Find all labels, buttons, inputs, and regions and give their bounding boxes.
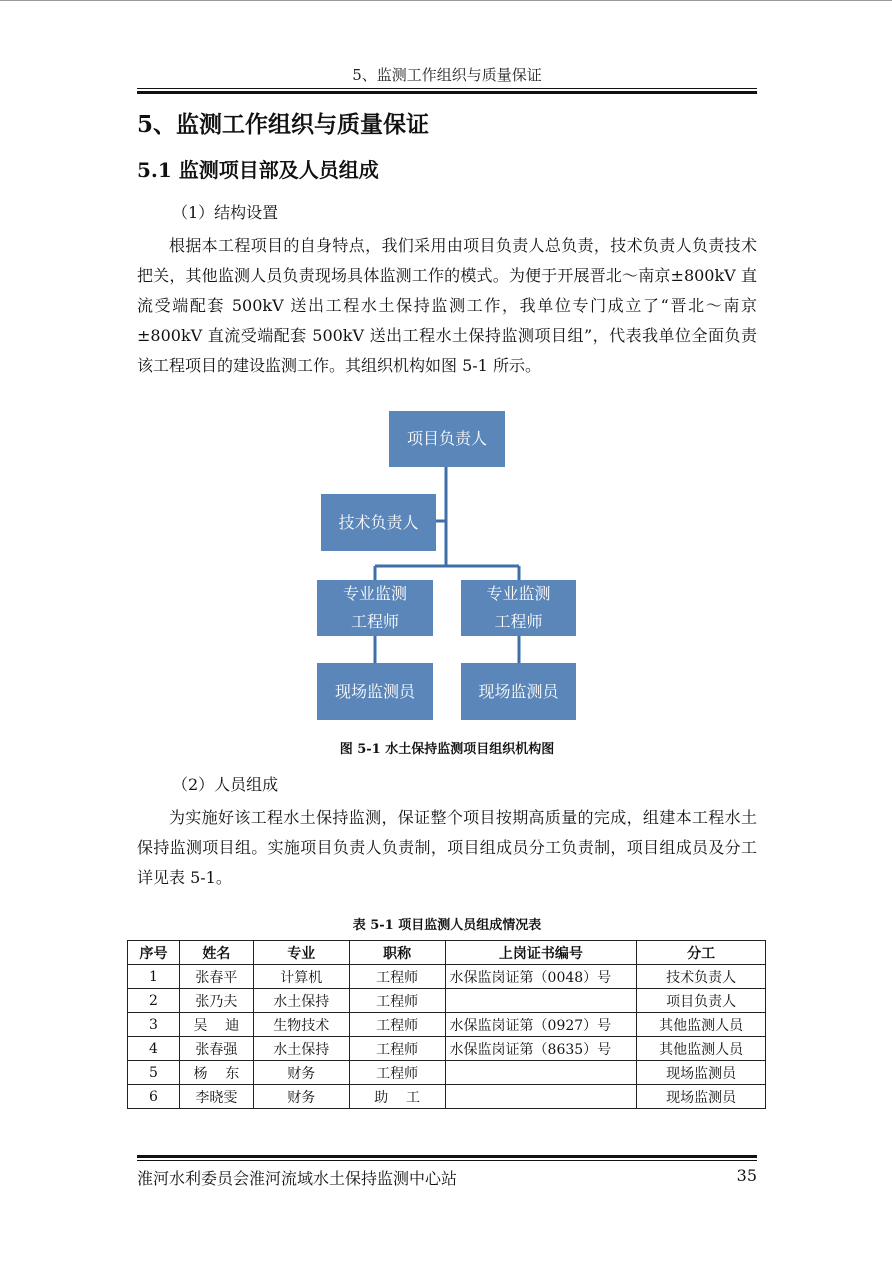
- page-number: 35: [736, 1166, 757, 1185]
- cell-title: 工程师: [349, 989, 445, 1013]
- footer-organization: 淮河水利委员会淮河流域水土保持监测中心站: [137, 1169, 458, 1188]
- running-header: 5、监测工作组织与质量保证: [352, 66, 542, 84]
- table-row: [128, 1013, 766, 1037]
- cell-index: 3: [128, 1013, 180, 1037]
- table-row: [128, 965, 766, 989]
- cell-major: 财务: [253, 1061, 349, 1085]
- org-box-tech-leader: [321, 494, 436, 551]
- cell-index: 5: [128, 1061, 180, 1085]
- cell-role: 技术负责人: [637, 965, 766, 989]
- cell-title: 工程师: [349, 1013, 445, 1037]
- cell-name: 张乃夫: [179, 989, 253, 1013]
- cell-title: 工程师: [349, 965, 445, 989]
- cell-major: 水土保持: [253, 1037, 349, 1061]
- org-box-monitor-left-label: 现场监测员: [334, 681, 415, 701]
- cell-certificate: [445, 1085, 637, 1109]
- header-name: 姓名: [179, 941, 253, 965]
- footer-rule-thin: [137, 1160, 757, 1161]
- cell-name: 李晓雯: [179, 1085, 253, 1109]
- org-box-engineer-right: [461, 580, 576, 636]
- cell-name: 张春强: [179, 1037, 253, 1061]
- table-header-row: [128, 941, 766, 965]
- cell-role: 其他监测人员: [637, 1037, 766, 1061]
- table-row: [128, 1061, 766, 1085]
- header-role: 分工: [637, 941, 766, 965]
- item2-label: （2）人员组成: [172, 775, 279, 794]
- table-row: [128, 989, 766, 1013]
- paragraph-personnel: 为实施好该工程水土保持监测，保证整个项目按期高质量的完成，组建本工程水土保持监测项目组。实施项目负责人负责制，项目组成员分工负责制，项目组成员及分工详见表 5-1。: [137, 808, 757, 887]
- org-box-monitor-right: [461, 663, 576, 720]
- org-box-tech-leader-label: 技术负责人: [338, 512, 419, 532]
- table-row: [128, 1085, 766, 1109]
- org-box-monitor-left: [317, 663, 433, 720]
- cell-index: 2: [128, 989, 180, 1013]
- org-box-engineer-right-line1: 专业监测: [486, 584, 551, 603]
- cell-certificate: [445, 989, 637, 1013]
- cell-name: 张春平: [179, 965, 253, 989]
- org-box-engineer-left-line1: 专业监测: [342, 584, 407, 603]
- org-box-monitor-right-label: 现场监测员: [478, 681, 559, 701]
- cell-role: 项目负责人: [637, 989, 766, 1013]
- section-title: 5、监测工作组织与质量保证: [137, 111, 430, 138]
- subsection-title: 5.1 监测项目部及人员组成: [137, 158, 379, 182]
- header-title: 职称: [349, 941, 445, 965]
- header-certificate: 上岗证书编号: [445, 941, 637, 965]
- figure-caption: 图 5-1 水土保持监测项目组织机构图: [339, 742, 555, 757]
- cell-major: 财务: [253, 1085, 349, 1109]
- org-box-project-leader-label: 项目负责人: [406, 429, 487, 448]
- org-box-engineer-right-line2: 工程师: [494, 612, 543, 631]
- org-box-engineer-left: [317, 580, 433, 636]
- cell-name: 杨 东: [179, 1061, 253, 1085]
- cell-major: 计算机: [253, 965, 349, 989]
- table-row: [128, 1037, 766, 1061]
- org-box-engineer-left-line2: 工程师: [350, 612, 399, 631]
- cell-title: 工程师: [349, 1037, 445, 1061]
- personnel-table: [127, 940, 766, 1109]
- cell-title: 工程师: [349, 1061, 445, 1085]
- cell-role: 其他监测人员: [637, 1013, 766, 1037]
- cell-index: 1: [128, 965, 180, 989]
- cell-certificate: 水保监岗证第（8635）号: [445, 1037, 637, 1061]
- cell-certificate: [445, 1061, 637, 1085]
- cell-index: 4: [128, 1037, 180, 1061]
- cell-role: 现场监测员: [637, 1061, 766, 1085]
- footer-rule-thick: [137, 1155, 757, 1158]
- cell-major: 生物技术: [253, 1013, 349, 1037]
- cell-role: 现场监测员: [637, 1085, 766, 1109]
- table-caption: 表 5-1 项目监测人员组成情况表: [352, 918, 542, 933]
- header-index: 序号: [128, 941, 180, 965]
- cell-certificate: 水保监岗证第（0048）号: [445, 965, 637, 989]
- cell-name: 吴 迪: [179, 1013, 253, 1037]
- header-major: 专业: [253, 941, 349, 965]
- item1-label: （1）结构设置: [172, 203, 279, 222]
- cell-title: 助 工: [349, 1085, 445, 1109]
- cell-certificate: 水保监岗证第（0927）号: [445, 1013, 637, 1037]
- org-box-project-leader: [389, 411, 505, 467]
- cell-index: 6: [128, 1085, 180, 1109]
- paragraph-structure: 根据本工程项目的自身特点，我们采用由项目负责人总负责，技术负责人负责技术把关，其他监测人员负责现场具体监测工作的模式。为便于开展晋北～南京±800kV 直流受端配套 500kV 送出工程水土保持监测工作，我单位专门成立了“晋北～南京±800kV 直流受端配套 500kV 送出工程水土保持监测项目组”，代表我单位全面负责该工程项目的建设监测工作。其组织机构如图 5-1 所示。: [137, 236, 757, 375]
- cell-major: 水土保持: [253, 989, 349, 1013]
